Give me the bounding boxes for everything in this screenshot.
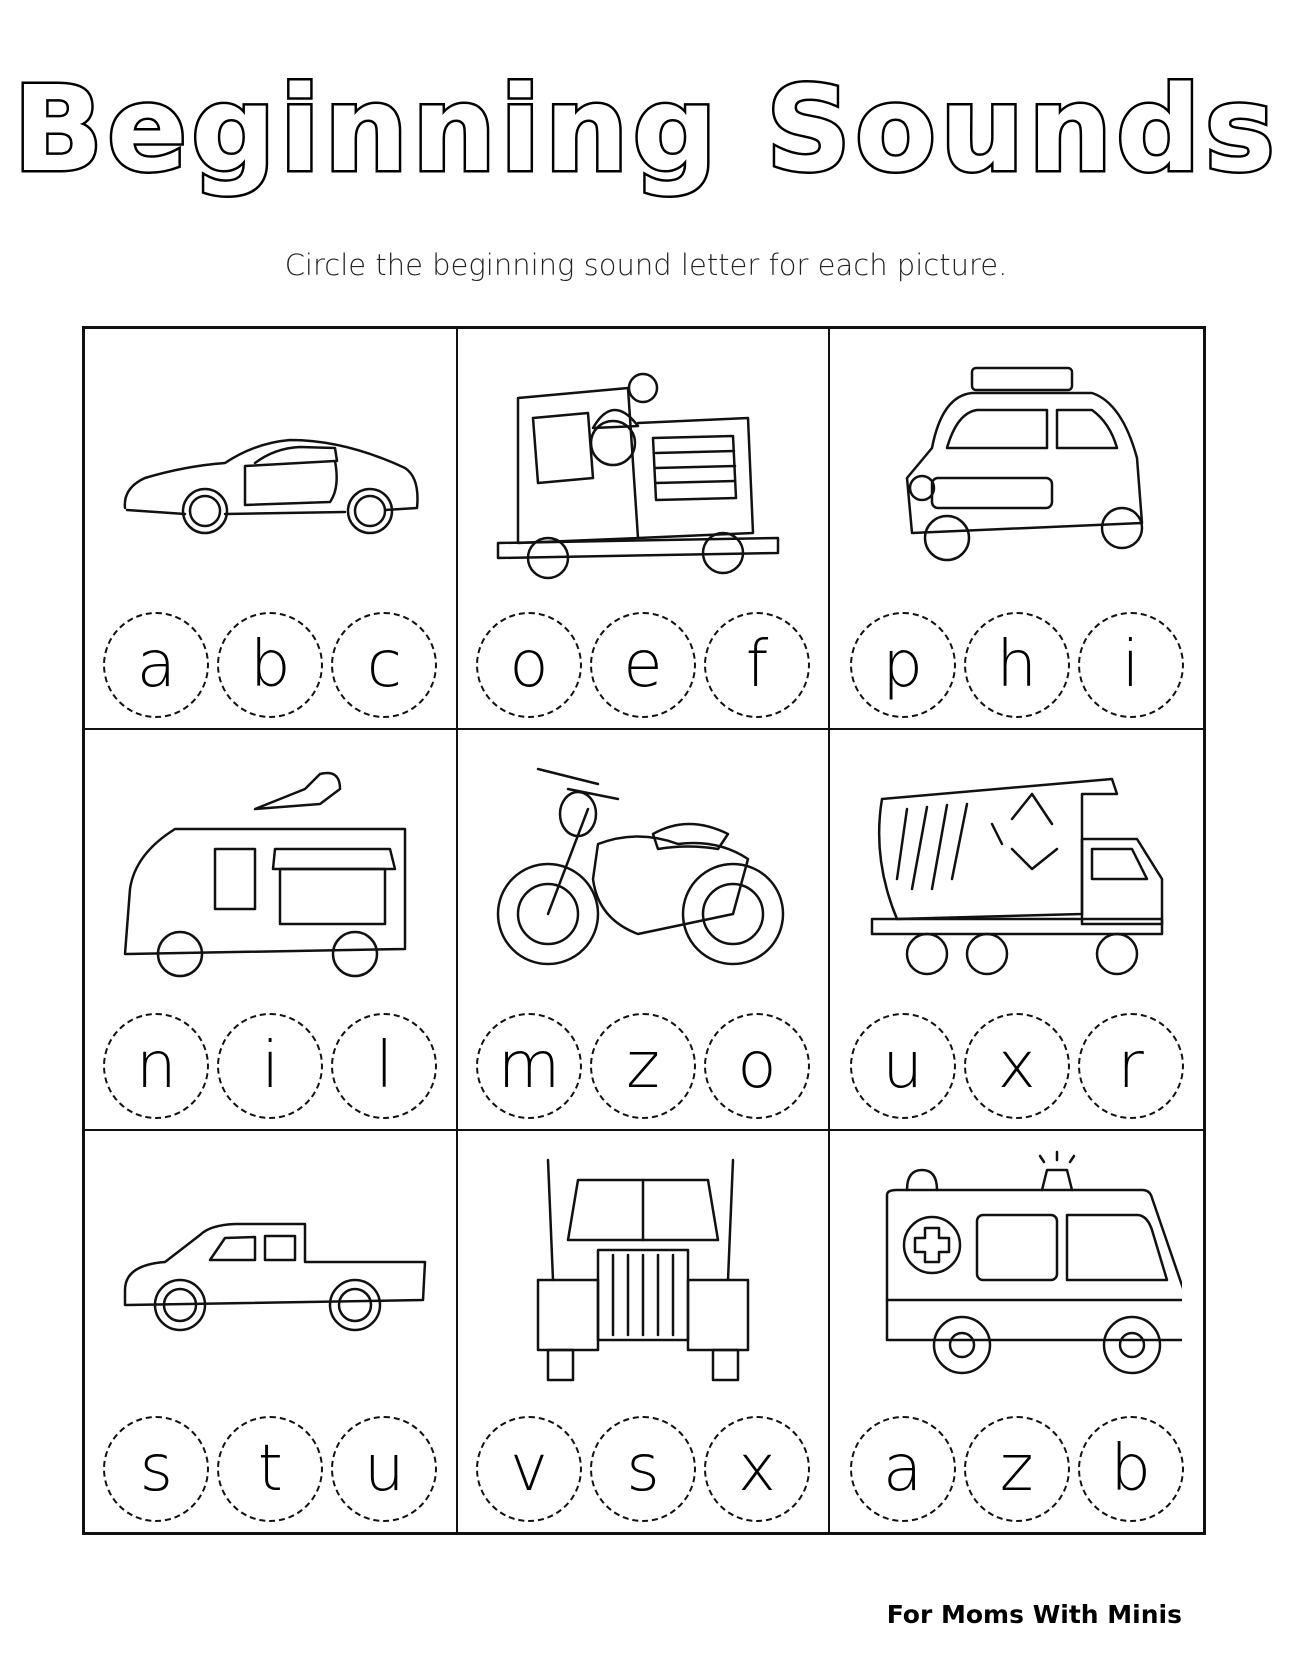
worksheet-grid [82,326,1206,1535]
cell-car [85,329,458,730]
letter-option[interactable]: s [103,1416,209,1522]
cell-fire-truck [458,329,831,730]
letter-option[interactable]: a [103,612,209,718]
page-title: Beginning Sounds [13,60,1279,198]
motorcycle-picture [468,744,819,994]
brand-footer: For Moms With Minis [886,1600,1182,1629]
letter-option[interactable]: p [850,612,956,718]
letter-option[interactable]: s [590,1416,696,1522]
letter-option[interactable]: i [1078,612,1184,718]
letter-option[interactable]: u [850,1013,956,1119]
letter-options [458,612,829,718]
ice-cream-truck-picture [95,744,446,994]
pickup-truck-picture [95,1145,446,1395]
police-car-icon [852,348,1182,588]
ice-cream-truck-icon [105,749,435,989]
letter-options [830,1013,1203,1119]
recycling-truck-picture [840,744,1193,994]
letter-option[interactable]: v [476,1416,582,1522]
ambulance-icon [852,1150,1182,1390]
recycling-truck-icon [852,749,1182,989]
cell-motorcycle [458,730,831,1131]
letter-option[interactable]: u [331,1416,437,1522]
ambulance-picture [840,1145,1193,1395]
cell-pickup-truck [85,1131,458,1532]
fire-truck-picture [468,343,819,593]
letter-option[interactable]: l [331,1013,437,1119]
cell-recycling-truck [830,730,1203,1131]
letter-option[interactable]: c [331,612,437,718]
letter-options [830,1416,1203,1522]
letter-options [85,1013,456,1119]
letter-options [458,1416,829,1522]
letter-option[interactable]: n [103,1013,209,1119]
letter-option[interactable]: x [964,1013,1070,1119]
letter-options [85,1416,456,1522]
letter-option[interactable]: x [704,1416,810,1522]
car-picture [95,343,446,593]
letter-option[interactable]: o [476,612,582,718]
letter-option[interactable]: z [964,1416,1070,1522]
letter-option[interactable]: i [217,1013,323,1119]
fire-truck-icon [478,348,808,588]
pickup-truck-icon [105,1150,435,1390]
semi-truck-icon [478,1150,808,1390]
letter-option[interactable]: a [850,1416,956,1522]
letter-option[interactable]: z [590,1013,696,1119]
cell-ambulance [830,1131,1203,1532]
motorcycle-icon [478,749,808,989]
letter-option[interactable]: r [1078,1013,1184,1119]
car-icon [105,348,435,588]
police-car-picture [840,343,1193,593]
letter-option[interactable]: m [476,1013,582,1119]
instructions: Circle the beginning sound letter for each picture. [284,248,1008,282]
letter-options [458,1013,829,1119]
letter-option[interactable]: o [704,1013,810,1119]
letter-option[interactable]: f [704,612,810,718]
letter-option[interactable]: b [217,612,323,718]
letter-option[interactable]: h [964,612,1070,718]
letter-option[interactable]: e [590,612,696,718]
cell-ice-cream-truck [85,730,458,1131]
cell-police-car [830,329,1203,730]
letter-options [830,612,1203,718]
letter-options [85,612,456,718]
letter-option[interactable]: b [1078,1416,1184,1522]
cell-semi-truck [458,1131,831,1532]
letter-option[interactable]: t [217,1416,323,1522]
semi-truck-picture [468,1145,819,1395]
